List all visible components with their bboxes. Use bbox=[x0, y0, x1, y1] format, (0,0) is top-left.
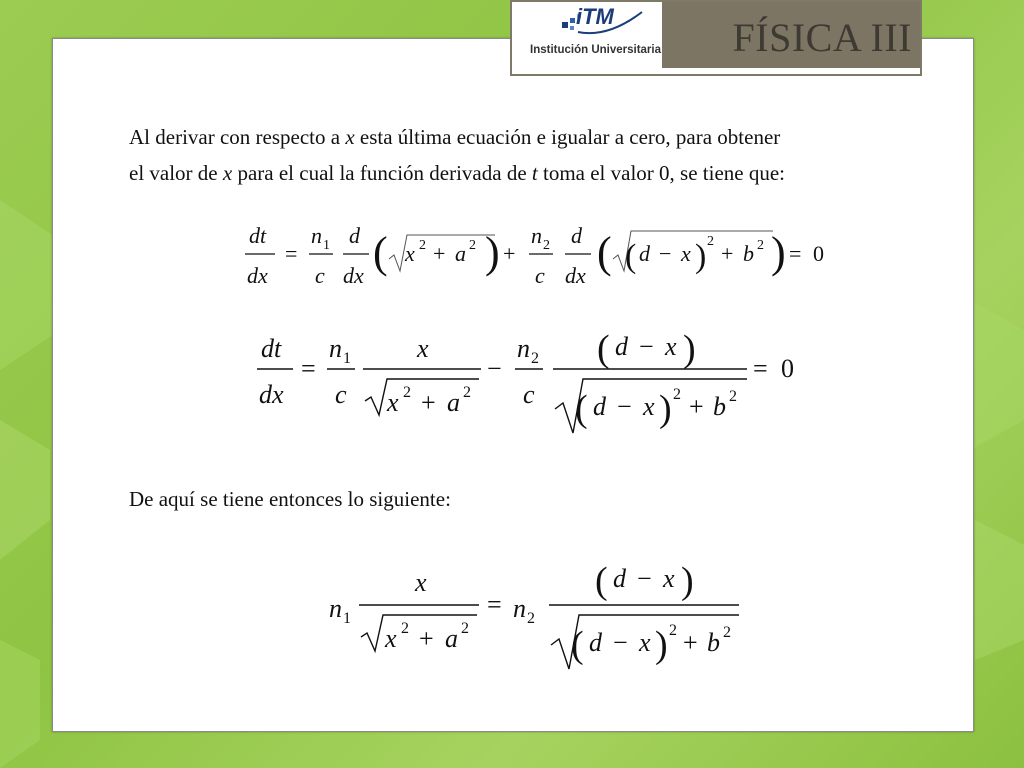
svg-text:): ) bbox=[655, 624, 668, 666]
svg-text:2: 2 bbox=[757, 238, 764, 253]
svg-text:): ) bbox=[681, 560, 694, 602]
intro-paragraph bbox=[129, 119, 785, 191]
svg-text:−: − bbox=[659, 241, 672, 266]
svg-text:x: x bbox=[663, 564, 675, 593]
logo-brand-text: iTM bbox=[576, 4, 614, 29]
svg-text:d: d bbox=[593, 392, 606, 421]
svg-text:n: n bbox=[329, 334, 342, 363]
svg-text:x: x bbox=[415, 568, 427, 597]
svg-text:2: 2 bbox=[543, 238, 550, 253]
svg-text:): ) bbox=[683, 328, 696, 370]
svg-text:n: n bbox=[329, 594, 342, 623]
svg-text:+: + bbox=[421, 388, 436, 417]
svg-text:2: 2 bbox=[531, 350, 539, 367]
svg-text:x: x bbox=[387, 388, 399, 417]
svg-text:n: n bbox=[513, 594, 526, 623]
svg-text:0: 0 bbox=[813, 241, 824, 266]
svg-text:a: a bbox=[447, 388, 460, 417]
svg-text:b: b bbox=[713, 392, 726, 421]
svg-text:2: 2 bbox=[401, 620, 409, 637]
svg-text:b: b bbox=[743, 241, 754, 266]
svg-text:x: x bbox=[665, 332, 677, 361]
svg-text:−: − bbox=[487, 354, 502, 383]
svg-text:−: − bbox=[617, 392, 632, 421]
svg-text:=: = bbox=[753, 354, 768, 383]
svg-text:−: − bbox=[613, 628, 628, 657]
svg-text:=: = bbox=[285, 241, 298, 266]
svg-text:c: c bbox=[335, 380, 347, 409]
svg-text:x: x bbox=[385, 624, 397, 653]
svg-text:2: 2 bbox=[723, 624, 731, 641]
svg-text:x: x bbox=[639, 628, 651, 657]
svg-text:+: + bbox=[419, 624, 434, 653]
svg-text:0: 0 bbox=[781, 354, 794, 383]
svg-text:dx: dx bbox=[259, 380, 284, 409]
svg-text:b: b bbox=[707, 628, 720, 657]
svg-text:−: − bbox=[637, 564, 652, 593]
conclusion-paragraph bbox=[129, 481, 451, 517]
svg-text:): ) bbox=[659, 388, 672, 430]
svg-text:d: d bbox=[571, 223, 582, 248]
svg-text:2: 2 bbox=[463, 384, 471, 401]
svg-text:d: d bbox=[613, 564, 626, 593]
intro-text: para el cual la función derivada de bbox=[232, 161, 532, 185]
var-x: x bbox=[345, 125, 355, 149]
svg-text:d: d bbox=[615, 332, 628, 361]
svg-text:(: ( bbox=[595, 560, 608, 602]
svg-text:1: 1 bbox=[343, 350, 351, 367]
svg-text:2: 2 bbox=[469, 238, 476, 253]
svg-text:2: 2 bbox=[707, 234, 714, 249]
svg-text:(: ( bbox=[575, 388, 588, 430]
svg-text:=: = bbox=[789, 241, 802, 266]
svg-text:+: + bbox=[689, 392, 704, 421]
svg-text:1: 1 bbox=[323, 238, 330, 253]
svg-text:): ) bbox=[485, 228, 500, 277]
svg-text:dt: dt bbox=[249, 223, 267, 248]
slide-content bbox=[52, 38, 974, 732]
svg-text:2: 2 bbox=[403, 384, 411, 401]
svg-text:(: ( bbox=[625, 238, 637, 275]
svg-text:d: d bbox=[639, 241, 650, 266]
svg-text:c: c bbox=[535, 263, 545, 288]
intro-text: el valor de bbox=[129, 161, 223, 185]
intro-text: esta última ecuación e igualar a cero, para obtener bbox=[354, 125, 781, 149]
svg-text:(: ( bbox=[571, 624, 584, 666]
svg-text:2: 2 bbox=[461, 620, 469, 637]
svg-text:+: + bbox=[721, 241, 734, 266]
svg-text:): ) bbox=[771, 228, 786, 277]
svg-text:+: + bbox=[433, 241, 446, 266]
svg-text:(: ( bbox=[597, 328, 610, 370]
institution-logo bbox=[522, 2, 662, 68]
svg-text:c: c bbox=[523, 380, 535, 409]
intro-text: toma el valor 0, se tiene que: bbox=[537, 161, 785, 185]
svg-text:=: = bbox=[301, 354, 316, 383]
logo-subtitle: Institución Universitaria bbox=[530, 44, 662, 56]
svg-text:x: x bbox=[417, 334, 429, 363]
header-banner bbox=[510, 0, 922, 76]
svg-text:n: n bbox=[531, 223, 542, 248]
svg-text:dx: dx bbox=[247, 263, 268, 288]
svg-text:n: n bbox=[311, 223, 322, 248]
svg-text:+: + bbox=[503, 241, 516, 266]
intro-text: Al derivar con respecto a bbox=[129, 125, 346, 149]
var-x: x bbox=[222, 161, 233, 185]
svg-text:2: 2 bbox=[669, 622, 677, 639]
svg-text:dx: dx bbox=[343, 263, 364, 288]
svg-text:x: x bbox=[405, 241, 415, 266]
svg-text:2: 2 bbox=[673, 386, 681, 403]
svg-text:d: d bbox=[589, 628, 602, 657]
svg-text:dx: dx bbox=[565, 263, 586, 288]
title-band bbox=[662, 2, 920, 68]
svg-text:c: c bbox=[315, 263, 325, 288]
svg-text:dt: dt bbox=[261, 334, 282, 363]
svg-text:d: d bbox=[349, 223, 360, 248]
conclusion-text: De aquí se tiene entonces lo siguiente: bbox=[129, 487, 451, 511]
svg-text:a: a bbox=[455, 241, 466, 266]
svg-text:): ) bbox=[695, 238, 707, 275]
svg-text:−: − bbox=[639, 332, 654, 361]
svg-text:x: x bbox=[643, 392, 655, 421]
course-title: FÍSICA III bbox=[732, 15, 912, 60]
svg-text:2: 2 bbox=[729, 388, 737, 405]
svg-text:1: 1 bbox=[343, 610, 351, 627]
var-t: t bbox=[531, 161, 538, 185]
svg-text:=: = bbox=[487, 590, 502, 619]
svg-text:+: + bbox=[683, 628, 698, 657]
svg-text:x: x bbox=[681, 241, 691, 266]
svg-text:(: ( bbox=[597, 228, 612, 277]
svg-text:n: n bbox=[517, 334, 530, 363]
svg-text:(: ( bbox=[373, 228, 388, 277]
svg-text:a: a bbox=[445, 624, 458, 653]
svg-text:2: 2 bbox=[527, 610, 535, 627]
svg-text:2: 2 bbox=[419, 238, 426, 253]
